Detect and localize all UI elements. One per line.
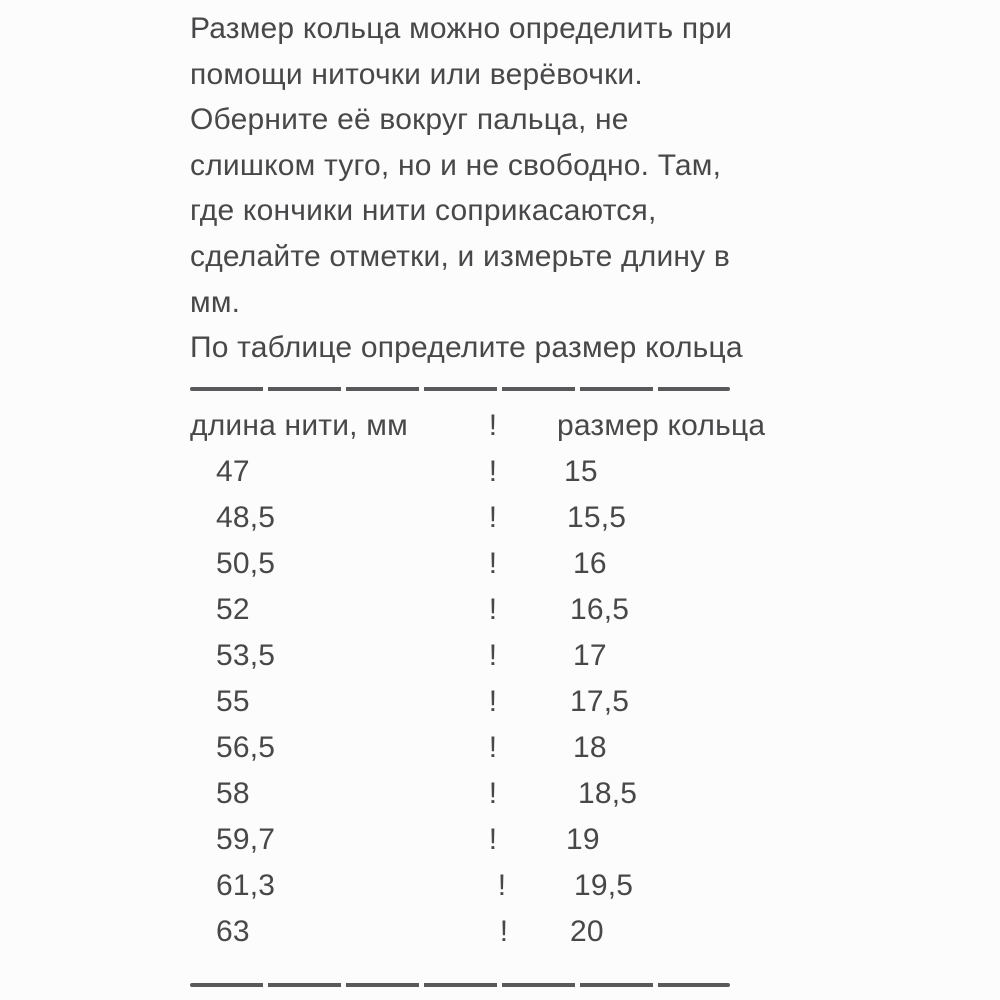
cell-separator: !: [488, 822, 498, 856]
cell-ring-size: 17: [573, 638, 607, 672]
table-body: [190, 449, 770, 955]
cell-ring-size: 16: [573, 546, 607, 580]
cell-thread-length: 56,5: [216, 730, 276, 764]
instruction-line: Размер кольца можно определить при: [190, 12, 733, 45]
cell-ring-size: 15: [564, 454, 598, 488]
instruction-line: Оберните её вокруг пальца, не: [190, 103, 629, 137]
table-row: [190, 633, 770, 679]
instruction-line: слишком туго, но и не свободно. Там,: [190, 148, 722, 182]
column-separator: !: [488, 408, 498, 442]
cell-separator: !: [488, 500, 498, 534]
cell-thread-length: 58: [216, 776, 250, 810]
instruction-line: помощи ниточки или верёвочки.: [190, 57, 643, 91]
table-row: [190, 817, 770, 863]
table-row: [190, 495, 770, 541]
cell-ring-size: 19: [566, 822, 600, 856]
table-row: [190, 909, 770, 955]
cell-separator: !: [488, 730, 498, 764]
cell-separator: !: [488, 638, 498, 672]
table-row: [190, 863, 770, 909]
divider-bottom: [190, 983, 730, 987]
instruction-text: [190, 6, 770, 371]
cell-separator: !: [497, 868, 507, 902]
cell-ring-size: 18,5: [578, 776, 638, 810]
table-row: [190, 541, 770, 587]
table-row: [190, 449, 770, 495]
cell-ring-size: 17,5: [570, 684, 630, 718]
cell-ring-size: 18: [573, 730, 607, 764]
column-header-thread-length: длина нити, мм: [190, 408, 408, 442]
table-row: [190, 679, 770, 725]
cell-separator: !: [488, 546, 498, 580]
cell-separator: !: [499, 914, 509, 948]
content: [190, 6, 770, 987]
cell-thread-length: 53,5: [216, 638, 276, 672]
cell-ring-size: 20: [570, 914, 604, 948]
table-row: [190, 587, 770, 633]
instruction-line: сделайте отметки, и измерьте длину в: [190, 239, 731, 273]
cell-thread-length: 55: [216, 684, 250, 718]
cell-separator: !: [488, 454, 498, 488]
cell-thread-length: 47: [216, 454, 250, 488]
cell-thread-length: 63: [216, 914, 250, 948]
column-header-ring-size: размер кольца: [557, 408, 766, 442]
table-header-row: [190, 403, 770, 449]
cell-ring-size: 15,5: [567, 500, 627, 534]
divider-top: [190, 387, 730, 391]
cell-separator: !: [488, 592, 498, 626]
cell-thread-length: 52: [216, 592, 250, 626]
table-row: [190, 725, 770, 771]
cell-separator: !: [488, 684, 498, 718]
cell-ring-size: 19,5: [574, 868, 634, 902]
cell-thread-length: 61,3: [216, 868, 276, 902]
cell-thread-length: 59,7: [216, 822, 276, 856]
table-row: [190, 771, 770, 817]
instruction-line: где кончики нити соприкасаются,: [190, 194, 657, 228]
cell-separator: !: [488, 776, 498, 810]
instruction-line: мм.: [190, 285, 241, 319]
cell-thread-length: 48,5: [216, 500, 276, 534]
ring-size-table: [190, 403, 770, 955]
cell-thread-length: 50,5: [216, 546, 276, 580]
instruction-line: По таблице определите размер кольца: [190, 331, 743, 365]
cell-ring-size: 16,5: [570, 592, 630, 626]
